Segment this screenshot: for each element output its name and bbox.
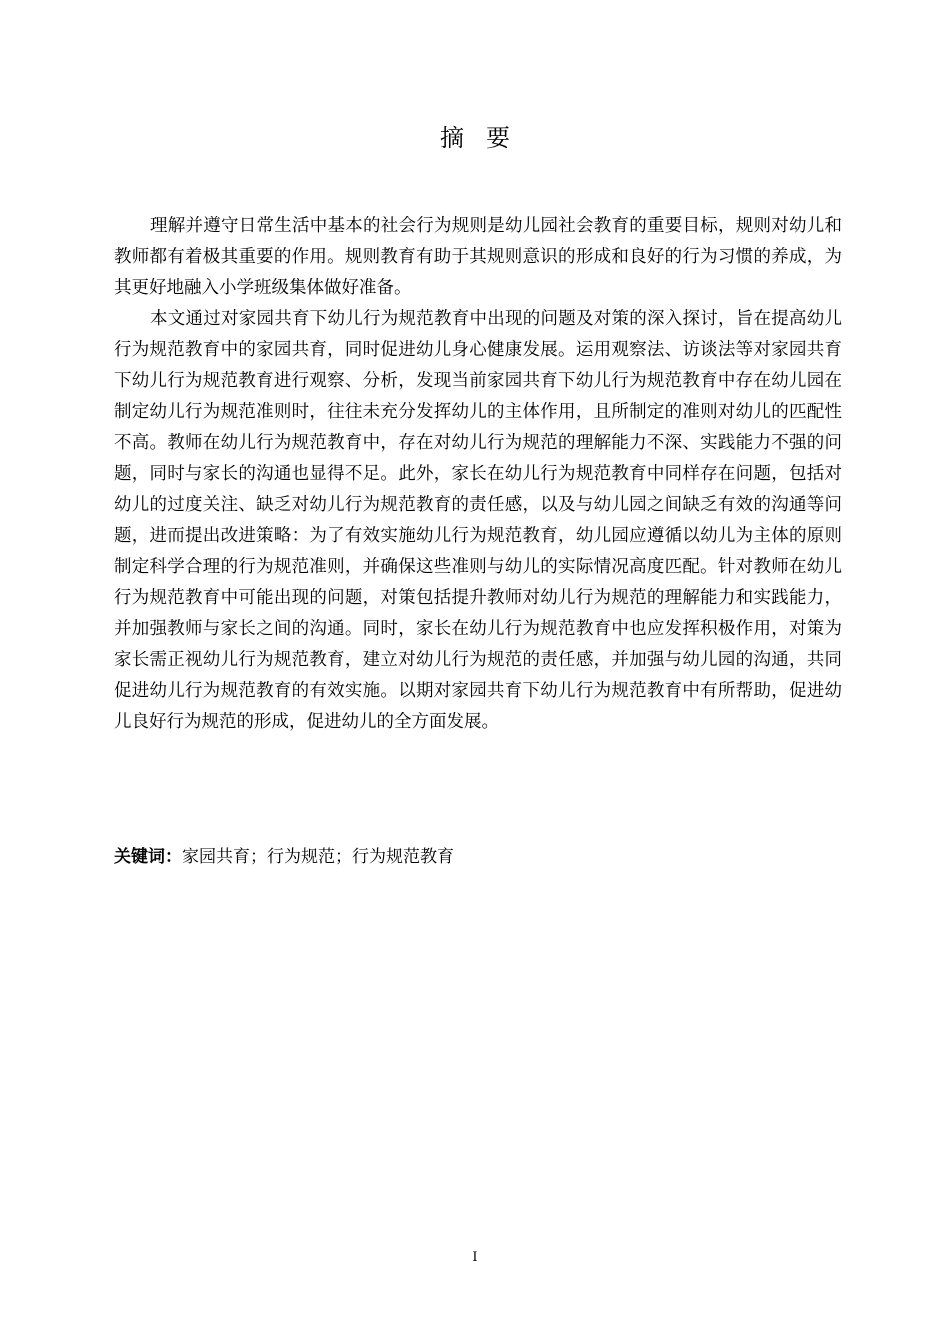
- keywords-label: 关键词：: [114, 847, 182, 867]
- keywords-value: 家园共育；行为规范；行为规范教育: [182, 847, 454, 867]
- abstract-paragraph: 本文通过对家园共育下幼儿行为规范教育中出现的问题及对策的深入探讨，旨在提高幼儿行为规范教育中的家园共育，同时促进幼儿身心健康发展。运用观察法、访谈法等对家园共育下幼儿行为规范教育进行观察、分析，发现当前家园共育下幼儿行为规范教育中存在幼儿园在制定幼儿行为规范准则时，往往未充分发挥幼儿的主体作用，且所制定的准则对幼儿的匹配性不高。教师在幼儿行为规范教育中，存在对幼儿行为规范的理解能力不深、实践能力不强的问题，同时与家长的沟通也显得不足。此外，家长在幼儿行为规范教育中同样存在问题，包括对幼儿的过度关注、缺乏对幼儿行为规范教育的责任感，以及与幼儿园之间缺乏有效的沟通等问题，进而提出改进策略：为了有效实施幼儿行为规范教育，幼儿园应遵循以幼儿为主体的原则制定科学合理的行为规范准则，并确保这些准则与幼儿的实际情况高度匹配。针对教师在幼儿行为规范教育中可能出现的问题，对策包括提升教师对幼儿行为规范的理解能力和实践能力，并加强教师与家长之间的沟通。同时，家长在幼儿行为规范教育中也应发挥积极作用，对策为家长需正视幼儿行为规范教育，建立对幼儿行为规范的责任感，并加强与幼儿园的沟通，共同促进幼儿行为规范教育的有效实施。以期对家园共育下幼儿行为规范教育中有所帮助，促进幼儿良好行为规范的形成，促进幼儿的全方面发展。: [114, 309, 842, 732]
- abstract-body: [114, 211, 842, 738]
- abstract-paragraph: 理解并遵守日常生活中基本的社会行为规则是幼儿园社会教育的重要目标，规则对幼儿和教师都有着极其重要的作用。规则教育有助于其规则意识的形成和良好的行为习惯的养成，为其更好地融入小学班级集体做好准备。: [114, 216, 842, 298]
- keywords-line: [114, 843, 842, 871]
- page-number: I: [472, 1250, 478, 1265]
- abstract-title: 摘要: [440, 124, 532, 152]
